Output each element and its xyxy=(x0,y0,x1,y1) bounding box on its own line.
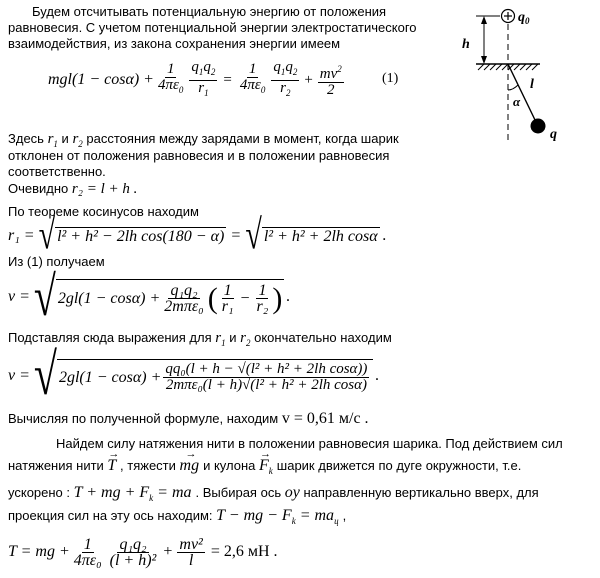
eq1-lhs: mgl(1 − cosα) + xyxy=(48,71,154,88)
v2-radicand: 2gl(1 − cosα) + $\frac{\text{qq₀(l + h − √(l² + h² + 2lh cosα))}}{\text{2mπε₀(l + h)√(l² + h² + 2lh cosα)}}$ xyxy=(57,359,373,393)
tension-final-equation: T = mg + $\frac{1}{\text{4πε₀}}$ $\frac{\text{q₁q₂}}{\text{(l + h)²}}$ + $\frac{\text{mv²}}{l}$ = 2,6 мН . xyxy=(8,535,278,569)
eq1-kinetic: $\frac{mv^2}{2}$ xyxy=(319,64,342,98)
r1-symbol: $r_1$ xyxy=(47,131,58,149)
angle-arc xyxy=(508,85,518,90)
label-alpha: α xyxy=(513,94,521,109)
charged-ball xyxy=(531,119,546,134)
tension-line-1: Найдем силу натяжения нити в положении равновесия шарика. Под действием сил xyxy=(56,436,563,451)
pendulum-diagram xyxy=(440,4,600,150)
label-q0: $q_0$ xyxy=(518,10,530,26)
radical-sign: √ xyxy=(245,212,262,259)
text2-line-3: соответственно. xyxy=(8,164,106,179)
vector-T: → T xyxy=(107,448,120,474)
eq1-q-over-r2: $\frac{q_1q_2}{r_2}$ xyxy=(273,58,298,98)
intro-line-2: равновесия. С учетом потенциальной энергии электростатического xyxy=(8,20,417,35)
vector-sum-equation: T + mg + $F_k$ = ma xyxy=(73,484,192,504)
radical-sign: √ xyxy=(33,343,57,409)
from-eq1-line: Из (1) получаем xyxy=(8,254,105,269)
cosine-theorem-line: По теореме косинусов находим xyxy=(8,204,199,219)
label-h: h xyxy=(462,37,470,52)
v-equation-1: v = √ 2gl(1 − cosα) + $\frac{\text{q₁q₂}}{\text{2mπε₀}}$ ( $\frac{1}{\text{r₁}}$ − $\frac{1}{\text{r₂}}$ ) . xyxy=(8,264,291,328)
radical-sign: √ xyxy=(33,264,56,328)
h-arrow-down xyxy=(481,56,487,64)
equation-1-label: (1) xyxy=(382,71,399,86)
tension-line-4: проекция сил на эту ось находим: T − mg − $F_k = ma_ц$ , xyxy=(8,507,347,527)
vector-mg: → mg xyxy=(179,448,200,474)
intro-line-3: взаимодействия, из закона сохранения энергии имеем xyxy=(8,36,341,51)
eq1-coulomb-const-2: $\frac{1}{4\pi\varepsilon_0}$ xyxy=(239,61,266,95)
pendulum-string xyxy=(508,64,536,122)
intro-line-1: Будем отсчитывать потенциальную энергию от положения xyxy=(32,4,387,19)
text2-line-2: отклонен от положения равновесия и в положении равновесия xyxy=(8,148,390,163)
eq1-coulomb-const-1: $\frac{1}{4\pi\varepsilon_0}$ xyxy=(157,61,184,95)
h-arrow-up xyxy=(481,16,487,24)
vector-Fk: → $F_k$ xyxy=(259,448,273,477)
label-q: q xyxy=(550,127,557,142)
result-v-line: Вычисляя по полученной формуле, находим v = 0,61 м/с . xyxy=(8,410,369,427)
obvious-line: Очевидно r₂ = l + h . xyxy=(8,181,138,197)
v-equation-2: v = √ 2gl(1 − cosα) + $\frac{\text{qq₀(l + h − √(l² + h² + 2lh cosα))}}{\text{2mπε₀(l + h)√(l² + h² + 2lh cosα)}}$ . xyxy=(8,343,380,409)
v1-radicand: 2gl(1 − cosα) + $\frac{\text{q₁q₂}}{\text{2mπε₀}}$ ( $\frac{1}{\text{r₁}}$ − $\frac{1}{\text{r₂}}$ ) xyxy=(56,279,284,316)
tension-line-3: ускорено : T + mg + $F_k$ = ma . Выбирая ось oy направленную вертикально вверх, для xyxy=(8,484,539,504)
substitute-line: Подставляя сюда выражения для $r_1$ и $r_2$ окончательно находим xyxy=(8,330,392,348)
r1-equation: r₁ = √ l² + h² − 2lh cos(180 − α) = √ l² + h² + 2lh cosα . xyxy=(8,212,387,259)
tension-line-2: натяжения нити → T , тяжести → mg и кулона → $F_k$ шарик движется по дуге окружности, т.е. xyxy=(8,448,522,477)
radical-sign: √ xyxy=(38,212,56,259)
equation-1: mgl(1 − cosα) + $\frac{1}{4\pi\varepsilon_0}$ $\frac{q_1q_2}{r_1}$ = $\frac{1}{4\pi\varepsilon_0}$ $\frac{q_1q_2}{r_2}$ + $\frac{mv^2}{2}$ xyxy=(48,58,346,102)
r2-symbol: $r_2$ xyxy=(72,131,83,149)
label-l: l xyxy=(530,77,534,92)
text2-line-1: Здесь $r_1$ и $r_2$ расстояния между зарядами в момент, когда шарик xyxy=(8,131,399,149)
eq1-q-over-r1: $\frac{q_1q_2}{r_1}$ xyxy=(191,58,216,98)
projection-equation: T − mg − $F_k = ma_ц$ xyxy=(216,507,339,527)
